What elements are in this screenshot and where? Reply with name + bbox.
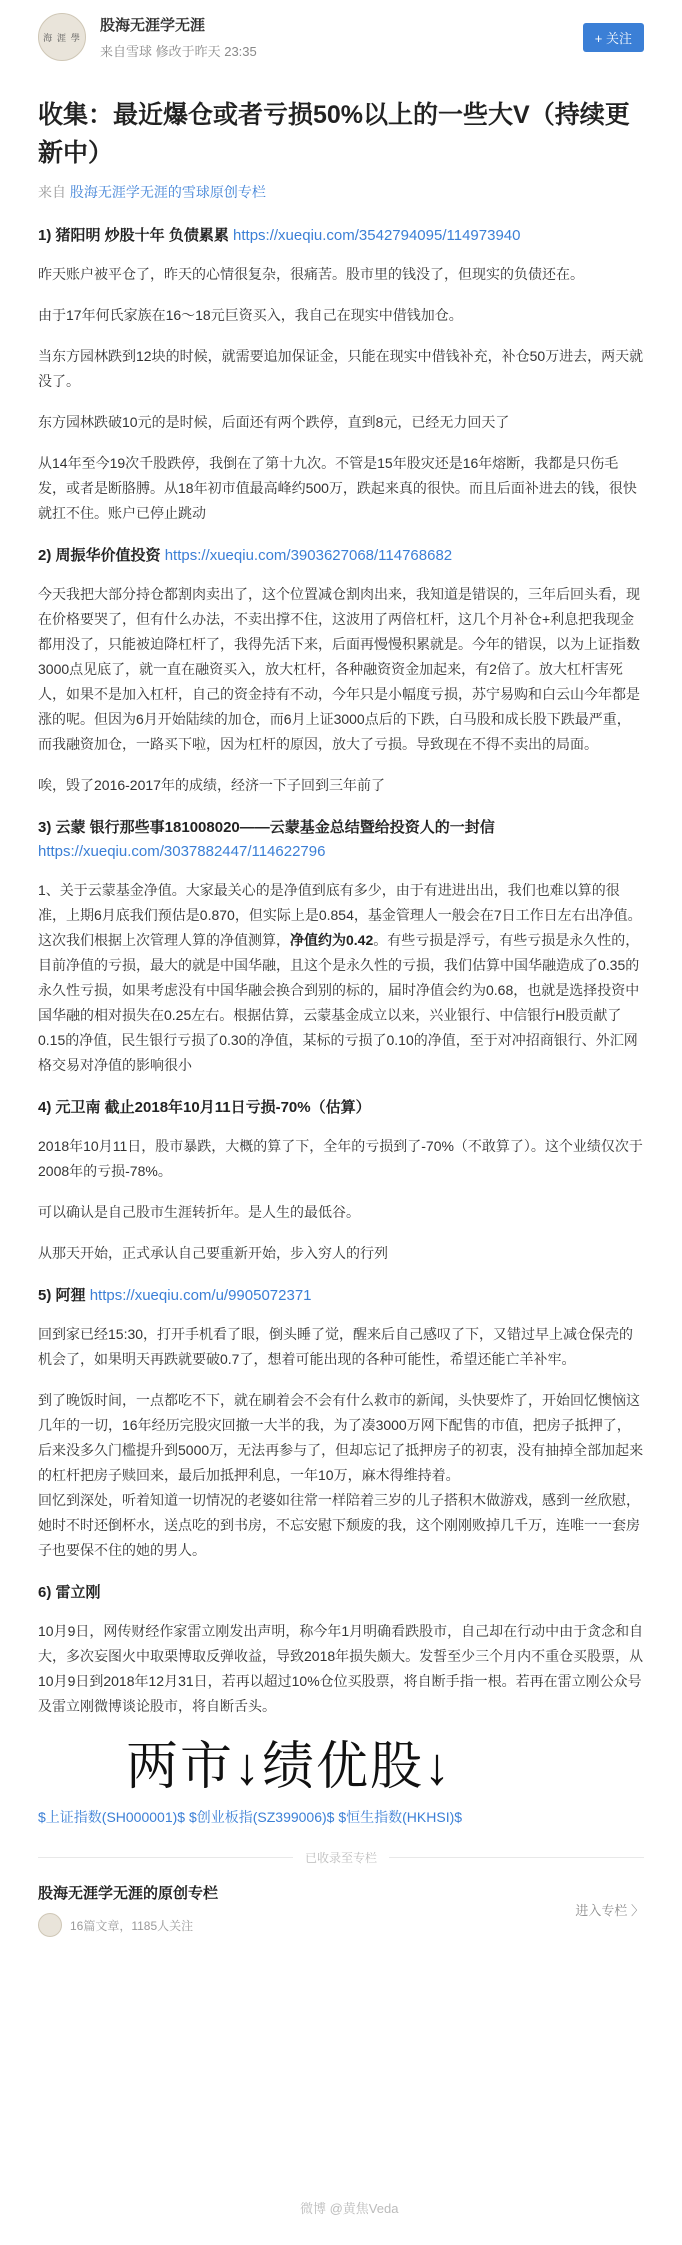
section-heading-2 (38, 544, 644, 568)
paragraph: 10月9日，网传财经作家雷立刚发出声明，称今年1月明确看跌股市，自己却在行动中由于贪念和自大，多次妄图火中取栗博取反弹收益，导致2018年损失颇大。发誓至少三个月内不重仓买股票，从10月9日到2018年12月31日，若再以超过10%仓位买股票，将自断手指一根。若再在雷立刚公众号及雷立刚微博谈论股市，将自断舌头。 (38, 1623, 644, 1714)
section-title: 6) 雷立刚 (38, 1584, 101, 1601)
avatar[interactable]: 海 涯 學 (38, 13, 86, 61)
section-link[interactable]: https://xueqiu.com/3542794095/114973940 (233, 227, 521, 244)
paragraph: 2018年10月11日，股市暴跌，大概的算了下，全年的亏损到了-70%（不敢算了）。这个业绩仅次于2008年的亏损-78%。 (38, 1138, 643, 1179)
column-avatar (38, 1913, 62, 1937)
highlight-text: 净值约为0.42 (290, 932, 374, 948)
paragraph: 东方园林跌破10元的是时候，后面还有两个跌停，直到8元，已经无力回天了 (38, 414, 510, 430)
section-link[interactable]: https://xueqiu.com/3037882447/114622796 (38, 843, 326, 860)
paragraph: 可以确认是自己股市生涯转折年。是人生的最低谷。 (38, 1204, 360, 1220)
author-name[interactable]: 股海无涯学无涯 (100, 17, 206, 34)
follow-button[interactable]: + 关注 (583, 23, 644, 52)
author-meta (100, 14, 583, 60)
text-run: 。有些亏损是浮亏，有些亏损是永久性的，目前净值的亏损，最大的就是中国华融，且这个是永久性的亏损，我们估算中国华融造成了0.35的永久性亏损，如果考虑没有中国华融会换合到别的标的，届时净值会约为0.68，也就是选择投资中国华融的相对损失在0.25左右。根据估算，云蒙基金成立以来，兴业银行、中信银行H股贡献了0.15的净值，民生银行亏损了0.30的净值，某标的亏损了0.10的净值，至于对冲招商银行、外汇网格交易对净值的影响很小 (38, 932, 640, 1073)
column-stats-row (38, 1913, 218, 1937)
paragraph: 从那天开始，正式承认自己要重新开始，步入穷人的行列 (38, 1245, 388, 1261)
paragraph: 从14年至今19次千股跌停，我倒在了第十九次。不管是15年股灾还是16年熔断，我都是只伤毛发，或者是断胳膊。从18年初市值最高峰约500万，跌起来真的很快。而且后面补进去的钱，很快就扛不住。账户已停止跳动 (38, 455, 637, 521)
column-info (38, 1882, 218, 1937)
stock-tags[interactable]: $上证指数(SH000001)$ $创业板指(SZ399006)$ $恒生指数(HKHSI)$ (38, 1809, 463, 1825)
paragraph: 由于17年何氏家族在16～18元巨资买入，我自己在现实中借钱加仓。 (38, 307, 463, 323)
section-heading-3 (38, 816, 644, 864)
section-heading-1 (38, 224, 644, 248)
section-heading-5 (38, 1284, 644, 1308)
from-line (38, 182, 644, 202)
article-title: 收集：最近爆仓或者亏损50%以上的一些大V（持续更新中） (38, 101, 630, 167)
section-heading-6 (38, 1581, 644, 1605)
divider-label: 已收录至专栏 (305, 1851, 378, 1865)
divider-line (389, 1857, 644, 1858)
banner-text: 两市↓绩优股↓ (126, 1738, 453, 1796)
post-header (38, 0, 644, 74)
paragraph: 今天我把大部分持仓都割肉卖出了，这个位置减仓割肉出来，我知道是错误的，三年后回头看，现在价格要哭了，但有什么办法，不卖出撑不住，这波用了两倍杠杆，这几个月补仓+利息把我现金都用没了，只能被迫降杠杆了，我得先活下来，后面再慢慢积累就是。今年的错误，以为上证指数3000点见底了，就一直在融资买入，放大杠杆，各种融资资金加起来，有2倍了。放大杠杆害死人，如果不是加入杠杆，自己的资金持有不动，今年只是小幅度亏损，苏宁易购和白云山今年都是涨的呢。但因为6月开始陆续的加仓，而6月上证3000点后的下跌，白马股和成长股下跌最严重，而我融资加仓，一路买下啦，因为杠杆的原因，放大了亏损。导致现在不得不卖出的局面。 (38, 586, 640, 752)
section-title: 5) 阿狸 (38, 1287, 86, 1304)
paragraph: 唉，毁了2016-2017年的成绩，经济一下子回到三年前了 (38, 777, 385, 793)
paragraph: 当东方园林跌到12块的时候，就需要追加保证金，只能在现实中借钱补充，补仓50万进去，两天就没了。 (38, 348, 644, 389)
paragraph: 到了晚饭时间，一点都吃不下，就在刷着会不会有什么救市的新闻，头快要炸了，开始回忆懊恼这几年的一切，16年经历完股灾回撤一大半的我，为了凑3000万网下配售的市值，把房子抵押了，后来没多久门槛提升到5000万，无法再参与了，但却忘记了抵押房子的初衷，没有抽掉全部加起来的杠杆把房子赎回来，最后加抵押利息，一年10万，麻木得维持着。 (38, 1392, 644, 1483)
paragraph (38, 878, 644, 1078)
collected-divider (38, 1849, 644, 1866)
column-title[interactable]: 股海无涯学无涯的原创专栏 (38, 1885, 219, 1902)
text-run: 1、关于云蒙基金净值。大家最关心的是净值到底有多少，由于有进进出出，我们也难以算的很准，上期6月底我们预估是0.870，但实际上是0.854，基金管理人一般会在7日工作日左右出净值。这次我们根据上次管理人算的净值测算， (38, 882, 642, 948)
from-prefix: 来自 (38, 184, 66, 200)
enter-column-button[interactable]: 进入专栏 〉 (575, 1903, 644, 1918)
section-heading-4 (38, 1096, 644, 1120)
column-stats: 16篇文章，1185人关注 (70, 1918, 194, 1933)
watermark: 微博 @黄焦Veda (300, 2201, 399, 2216)
paragraph: 昨天账户被平仓了，昨天的心情很复杂，很痛苦。股市里的钱没了，但现实的负债还在。 (38, 266, 584, 282)
section-title: 3) 云蒙 银行那些事181008020——云蒙基金总结暨给投资人的一封信 (38, 819, 495, 836)
paragraph: 回忆到深处，听着知道一切情况的老婆如往常一样陪着三岁的儿子搭积木做游戏，感到一丝欣慰，她时不时还倒杯水，送点吃的到书房，不忘安慰下颓废的我，这个刚刚败掉几千万，连唯一一套房子也要保不住的她的男人。 (38, 1492, 640, 1558)
divider-line (38, 1857, 293, 1858)
section-link[interactable]: https://xueqiu.com/u/9905072371 (89, 1287, 312, 1304)
source-line: 来自雪球 修改于昨天 23:35 (100, 44, 257, 59)
section-title: 4) 元卫南 截止2018年10月11日亏损-70%（估算） (38, 1099, 371, 1116)
column-link[interactable]: 股海无涯学无涯的雪球原创专栏 (69, 184, 266, 200)
section-title: 1) 猪阳明 炒股十年 负债累累 (38, 227, 229, 244)
paragraph: 回到家已经15:30，打开手机看了眼，倒头睡了觉，醒来后自己感叹了下，又错过早上减仓保壳的机会了，如果明天再跌就要破0.7了，想着可能出现的各种可能性，希望还能亡羊补牢。 (38, 1326, 634, 1367)
section-link[interactable]: https://xueqiu.com/3903627068/114768682 (164, 547, 453, 564)
column-card[interactable] (38, 1882, 644, 1937)
section-title: 2) 周振华价值投资 (38, 547, 161, 564)
